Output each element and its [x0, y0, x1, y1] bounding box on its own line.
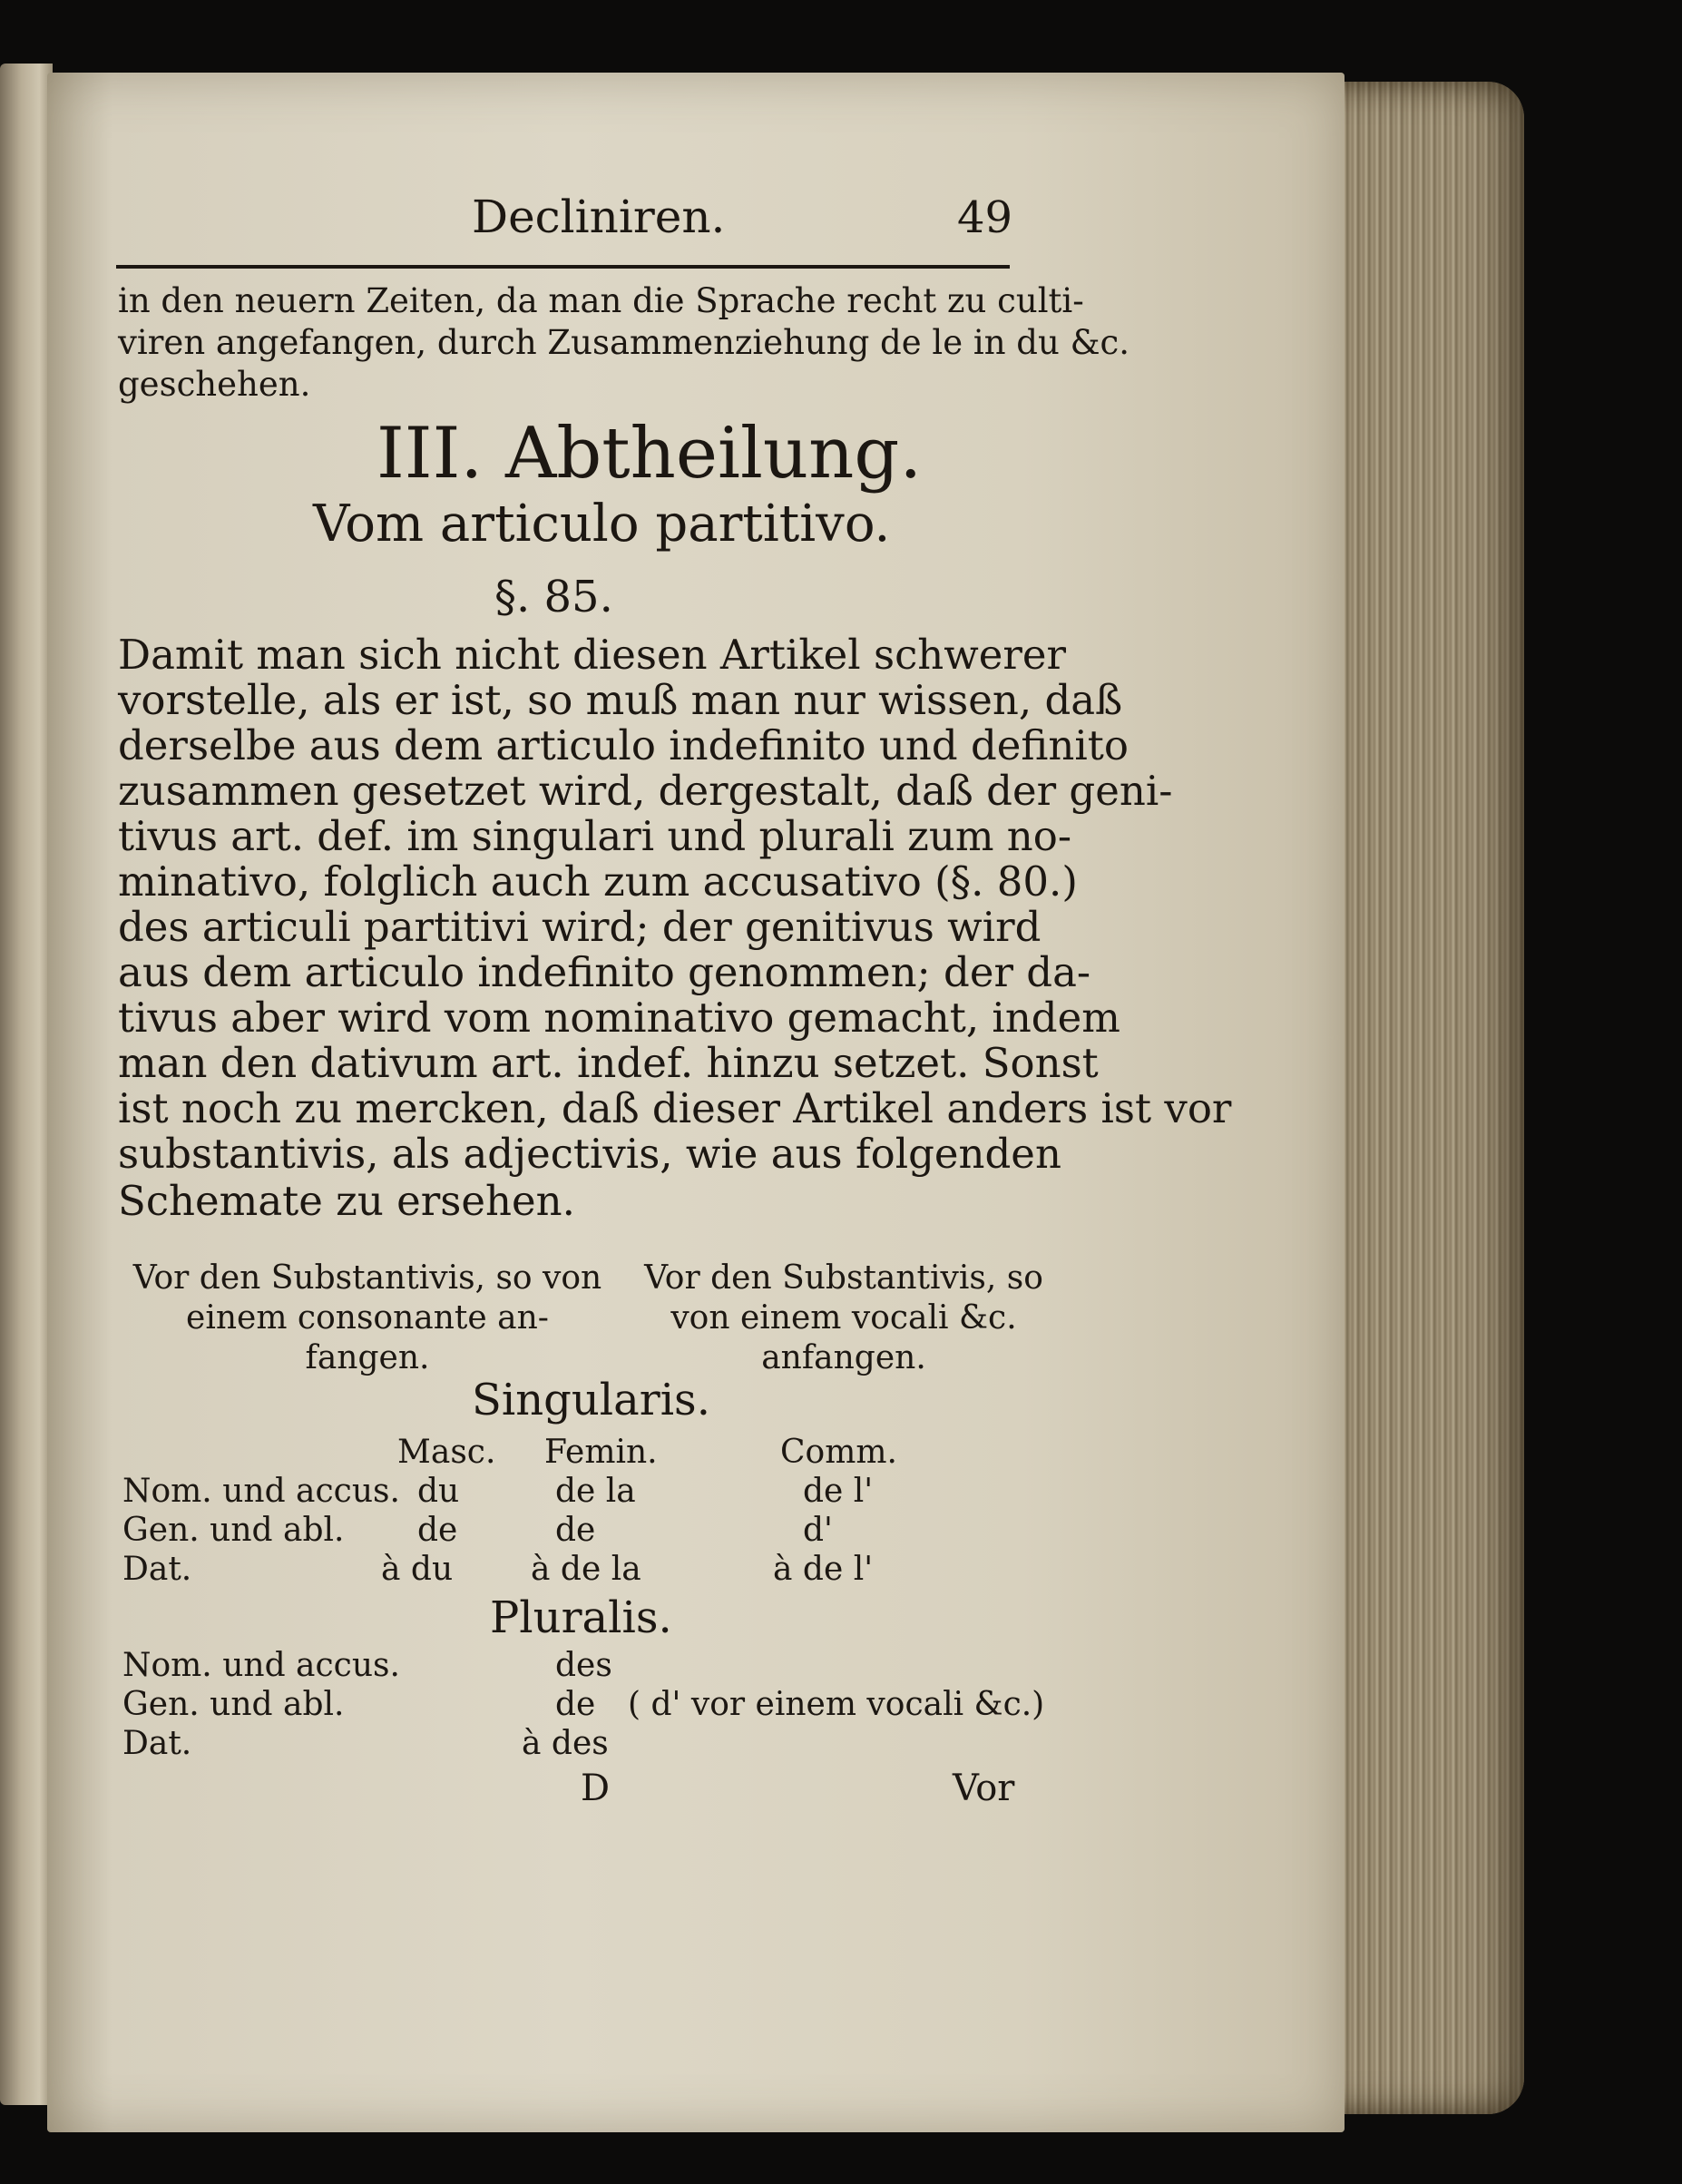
table-cell: de	[417, 1512, 458, 1549]
table-cell: à des	[522, 1725, 609, 1762]
right-column-heading-line: Vor den Substantivis, so	[644, 1259, 1043, 1297]
body-line: Damit man sich nicht diesen Artikel schwerer	[118, 631, 1067, 679]
table-note: ( d' vor einem vocali &c.)	[628, 1686, 1045, 1723]
row-label: Dat.	[122, 1551, 192, 1588]
col-header-femin: Femin.	[544, 1434, 658, 1471]
table-cell: des	[555, 1647, 612, 1684]
table-cell: à du	[381, 1551, 454, 1588]
left-page-edge	[0, 64, 53, 2105]
body-line: vorstelle, als er ist, so muß man nur wissen, daß	[118, 676, 1123, 724]
body-line: Schemate zu ersehen.	[118, 1177, 575, 1225]
left-column-heading-line: Vor den Substantivis, so von	[132, 1259, 602, 1297]
left-column-heading-line: fangen.	[305, 1339, 430, 1376]
table-cell: de la	[555, 1473, 636, 1510]
catchword: Vor	[953, 1768, 1015, 1809]
singularis-heading: Singularis.	[472, 1375, 710, 1425]
col-header-masc: Masc.	[397, 1434, 496, 1471]
body-line: tivus art. def. im singulari und plurali zum no-	[118, 812, 1072, 860]
page-number: 49	[957, 192, 1013, 243]
table-cell: à de la	[531, 1551, 641, 1588]
paragraph-number: §. 85.	[494, 572, 613, 622]
body-line: des articuli partitivi wird; der genitivus wird	[118, 903, 1041, 951]
body-line: aus dem articulo indefinito genommen; der da-	[118, 948, 1091, 996]
carry-over-line: geschehen.	[118, 365, 311, 404]
table-cell: du	[417, 1473, 460, 1510]
table-cell: de	[555, 1512, 596, 1549]
section-title: III. Abtheilung.	[376, 413, 923, 495]
row-label: Gen. und abl.	[122, 1512, 345, 1549]
section-subtitle: Vom articulo partitivo.	[313, 495, 891, 553]
table-cell: à de l'	[773, 1551, 874, 1588]
col-header-comm: Comm.	[780, 1434, 897, 1471]
pluralis-heading: Pluralis.	[490, 1592, 672, 1643]
right-column-heading-line: anfangen.	[761, 1339, 926, 1376]
carry-over-line: in den neuern Zeiten, da man die Sprache recht zu culti-	[118, 281, 1084, 320]
body-line: tivus aber wird vom nominativo gemacht, indem	[118, 994, 1120, 1042]
body-line: man den dativum art. indef. hinzu setzet. Sonst	[118, 1039, 1099, 1087]
table-cell: d'	[803, 1512, 833, 1549]
signature-mark: D	[581, 1768, 611, 1809]
body-line: derselbe aus dem articulo indefinito und definito	[118, 721, 1129, 769]
body-line: substantivis, als adjectivis, wie aus folgenden	[118, 1130, 1061, 1178]
body-line: minativo, folglich auch zum accusativo (§. 80.)	[118, 857, 1078, 906]
row-label: Dat.	[122, 1725, 192, 1762]
header-rule	[116, 265, 1010, 269]
body-line: zusammen gesetzet wird, dergestalt, daß der geni-	[118, 767, 1173, 815]
left-column-heading-line: einem consonante an-	[186, 1299, 549, 1337]
running-header: Decliniren.	[472, 191, 726, 243]
row-label: Gen. und abl.	[122, 1686, 345, 1723]
body-line: ist noch zu mercken, daß dieser Artikel anders ist vor	[118, 1084, 1232, 1132]
row-label: Nom. und accus.	[122, 1647, 400, 1684]
right-column-heading-line: von einem vocali &c.	[670, 1299, 1017, 1337]
table-cell: de l'	[803, 1473, 874, 1510]
table-cell: de	[555, 1686, 596, 1723]
carry-over-line: viren angefangen, durch Zusammenziehung de le in du &c.	[118, 323, 1130, 362]
row-label: Nom. und accus.	[122, 1473, 400, 1510]
